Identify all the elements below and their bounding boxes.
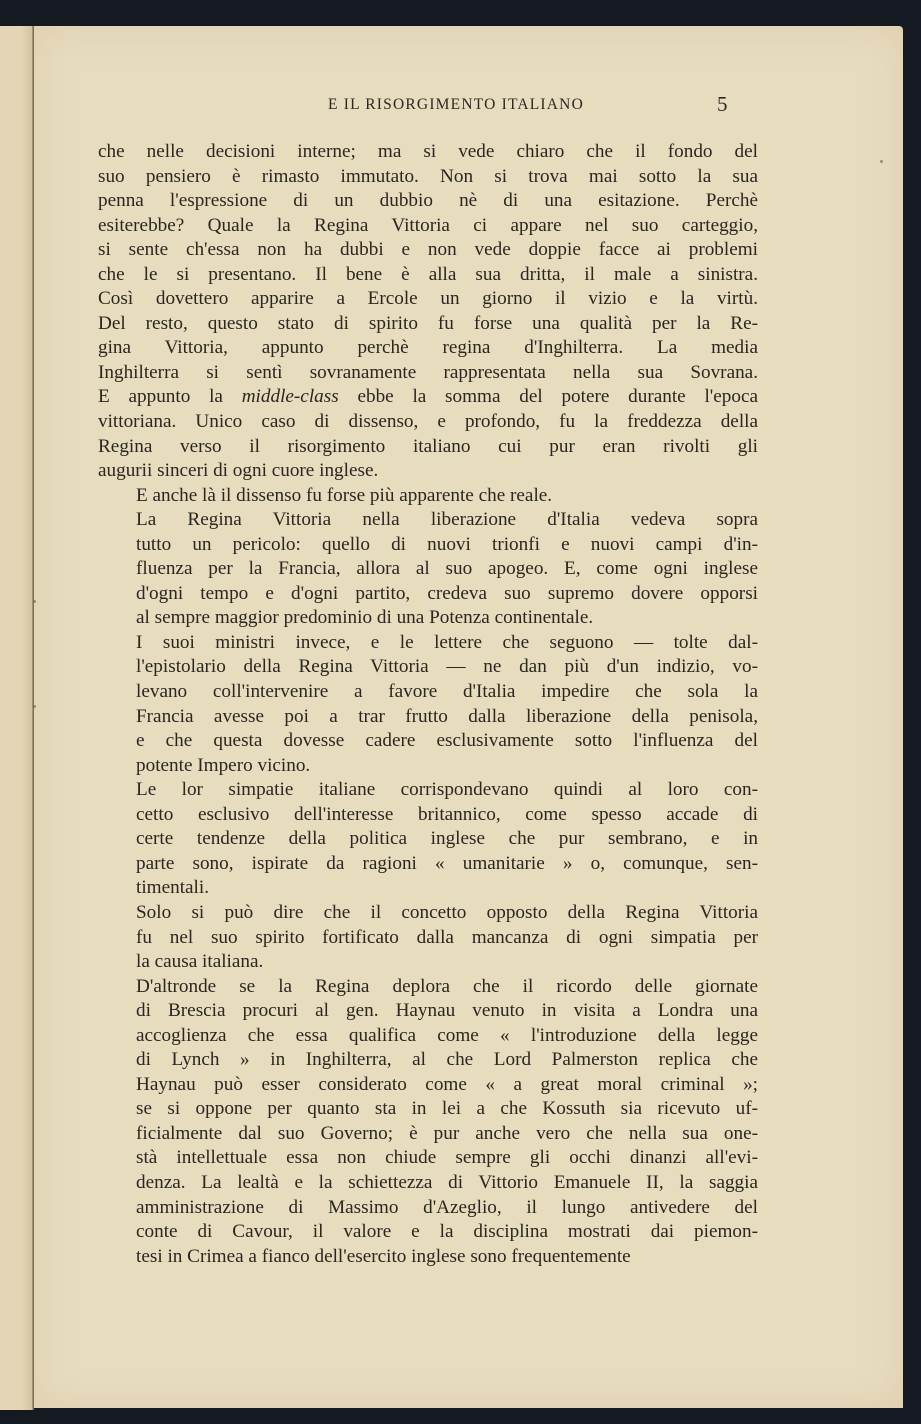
text-line: ficialmente dal suo Governo; è pur anche vero che nella sua one- <box>136 1122 758 1144</box>
text-line: suo pensiero è rimasto immutato. Non si trova mai sotto la sua <box>98 165 758 187</box>
text-line: di Brescia procuri al gen. Haynau venuto in visita a Londra una <box>136 1000 758 1022</box>
paragraph-7 <box>98 975 758 1270</box>
text-line: fu nel suo spirito fortificato dalla mancanza di ogni simpatia per <box>136 926 758 948</box>
text-line: Del resto, questo stato di spirito fu forse una qualità per la Re- <box>98 312 758 334</box>
text-line: fluenza per la Francia, allora al suo apogeo. E, come ogni inglese <box>136 558 758 580</box>
text-line: se si oppone per quanto sta in lei a che Kossuth sia ricevuto uf- <box>136 1098 758 1120</box>
paragraph-2 <box>98 484 758 509</box>
text-line: Le lor simpatie italiane corrispondevano quindi al loro con- <box>136 779 758 801</box>
text-line: Regina verso il risorgimento italiano cui pur eran rivolti gli <box>98 435 758 457</box>
paragraph-4 <box>98 631 758 778</box>
italic-term: middle-class <box>241 386 339 408</box>
text-line: Haynau può esser considerato come « a great moral criminal »; <box>136 1073 758 1095</box>
text-line: Solo si può dire che il concetto opposto della Regina Vittoria <box>136 901 758 923</box>
paper-speck <box>33 600 36 603</box>
text-line: cetto esclusivo dell'interesse britannico, come spesso accade di <box>136 803 758 825</box>
text-line: di Lynch » in Inghilterra, al che Lord Palmerston replica che <box>136 1049 758 1071</box>
text-line: si sente ch'essa non ha dubbi e non vede doppie facce ai problemi <box>98 239 758 261</box>
text-line: D'altronde se la Regina deplora che il ricordo delle giornate <box>136 975 758 997</box>
text-line: stà intellettuale essa non chiude sempre gli occhi dinanzi all'evi- <box>136 1147 758 1169</box>
text-line: timentali. <box>136 877 210 899</box>
text-line: che nelle decisioni interne; ma si vede chiaro che il fondo del <box>98 141 758 162</box>
text-line: parte sono, ispirate da ragioni « umanitarie » o, comunque, sen- <box>136 852 758 874</box>
body-text <box>98 140 758 1269</box>
text-line: conte di Cavour, il valore e la disciplina mostrati dai piemon- <box>136 1221 758 1243</box>
text-line: vittoriana. Unico caso di dissenso, e profondo, fu la freddezza della <box>98 411 758 433</box>
text-line: l'epistolario della Regina Vittoria — ne dan più d'un indizio, vo- <box>136 656 758 678</box>
text-line: tutto un pericolo: quello di nuovi trionfi e nuovi campi d'in- <box>136 533 758 555</box>
running-head: E IL RISORGIMENTO ITALIANO <box>328 96 584 113</box>
paragraph-1 <box>98 140 758 484</box>
paragraph-3 <box>98 508 758 631</box>
text-line: al sempre maggior predominio di una Potenza continentale. <box>136 607 594 629</box>
paragraph-6 <box>98 901 758 975</box>
text-line: e che questa dovesse cadere esclusivamente sotto l'influenza del <box>136 730 758 752</box>
text-line: penna l'espressione di un dubbio nè di una esitazione. Perchè <box>98 190 758 212</box>
text-line: certe tendenze della politica inglese che pur sembrano, e in <box>136 828 758 850</box>
text-line: d'ogni tempo e d'ogni partito, credeva suo supremo dovere opporsi <box>136 582 758 604</box>
text-line: E anche là il dissenso fu forse più apparente che reale. <box>136 484 553 506</box>
text-line: accoglienza che essa qualifica come « l'introduzione della legge <box>136 1024 758 1046</box>
text-line: la causa italiana. <box>136 951 264 973</box>
text-line: augurii sinceri di ogni cuore inglese. <box>98 460 379 482</box>
text-line: esiterebbe? Quale la Regina Vittoria ci appare nel suo carteggio, <box>98 214 758 236</box>
text-line: gina Vittoria, appunto perchè regina d'Inghilterra. La media <box>98 337 758 359</box>
text-line: potente Impero vicino. <box>136 754 311 776</box>
text-line: che le si presentano. Il bene è alla sua dritta, il male a sinistra. <box>98 263 758 285</box>
text-line: denza. La lealtà e la schiettezza di Vittorio Emanuele II, la saggia <box>136 1171 758 1193</box>
text-line: La Regina Vittoria nella liberazione d'Italia vedeva sopra <box>136 509 758 531</box>
paper-speck <box>880 160 883 163</box>
paper-speck <box>33 705 36 708</box>
text-line: levano coll'intervenire a favore d'Italia impedire che sola la <box>136 681 758 703</box>
text-line: tesi in Crimea a fianco dell'esercito inglese sono frequentemente <box>136 1245 631 1267</box>
text-line: Così dovettero apparire a Ercole un giorno il vizio e la virtù. <box>98 288 758 310</box>
text-line: amministrazione di Massimo d'Azeglio, il lungo antivedere del <box>136 1196 758 1218</box>
paragraph-5 <box>98 778 758 901</box>
text-line: E appunto la middle-class ebbe la somma del potere durante l'epoca <box>98 386 758 408</box>
text-line: I suoi ministri invece, e le lettere che seguono — tolte dal- <box>136 631 758 653</box>
page-number: 5 <box>717 92 728 116</box>
text-line: Francia avesse poi a trar frutto dalla liberazione della penisola, <box>136 705 758 727</box>
text-line: Inghilterra si sentì sovranamente rappresentata nella sua Sovrana. <box>98 361 758 383</box>
